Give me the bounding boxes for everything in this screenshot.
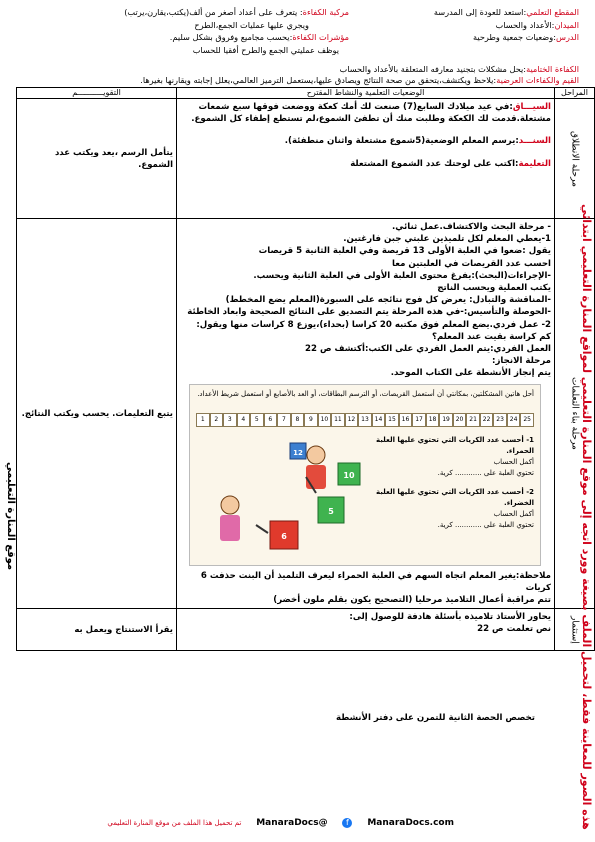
number-cell: 16 xyxy=(399,413,413,427)
invest-line: نص تعلمت ص 22 xyxy=(477,624,551,635)
context-text: :في عيد ميلادك السابع(7) صنعت لك أمك كعكة ووضعت فوقها سبع شمعات مشتعلة.قدمت لك الكعكة وطلبت منك أن تطفئ الشموع،لم تستطع إطفاء كل الشموع. xyxy=(191,102,551,125)
build-line: احسب عدد القريصات في العلبتين معا xyxy=(392,258,551,269)
number-cell: 2 xyxy=(210,413,224,427)
label-unit: المقطع التعلمي xyxy=(526,7,579,17)
number-cell: 20 xyxy=(453,413,467,427)
box-label: 5 xyxy=(328,506,334,516)
phase-launch: مرحلة الانطلاق xyxy=(555,99,595,219)
value-domain: :الأعداد والحساب xyxy=(495,19,555,30)
value-unit: :استعد للعودة إلى المدرسة xyxy=(433,7,527,17)
number-cell: 4 xyxy=(237,413,251,427)
book-q2: 2- أحسب عدد الكريات التي تحتوي عليها العلبة الخضراء. xyxy=(376,487,534,507)
build-line: العمل الفردي:يتم العمل الفردي على الكتب:أكتشف ص 22 xyxy=(305,344,551,355)
number-cell: 10 xyxy=(318,413,332,427)
lesson-table xyxy=(16,87,595,651)
note-line: ملاحظة:يغير المعلم اتجاه السهم في العلبة الحمراء ليعرف التلميذ أن البنت حذفت 6 كريات xyxy=(200,570,551,593)
header-col-lesson xyxy=(379,6,579,44)
value-competence-component-2: ويجري عليها عمليات الجمع،الطرح xyxy=(194,19,309,30)
build-line: يكتب العملية ويحسب الناتج xyxy=(437,283,551,294)
number-cell: 8 xyxy=(291,413,305,427)
build-evaluation: يتبع التعليمات. يحسب ويكتب النتائج. xyxy=(17,219,177,609)
header-evaluation: التقويـــــــــــم xyxy=(17,88,177,99)
book-instruction: أحل هاتين المشكلتين، بمكانتي أن أستعمل القريصات، أو الترسم البطاقات، أو العد بالأصابع أو استعمل شريط الأعداد. xyxy=(197,389,534,398)
number-cell: 18 xyxy=(426,413,440,427)
phase-invest: إستثمار xyxy=(555,609,595,651)
invest-evaluation: يقرأ الاستنتاج ويعمل به xyxy=(17,609,177,651)
value-final-competence: :يحل مشكلات بتجنيد معارفه المتعلقة بالأعداد والحساب xyxy=(339,64,527,74)
value-lesson: :وضعيات جمعية وطرحية xyxy=(472,32,556,42)
number-cell: 19 xyxy=(439,413,453,427)
number-cell: 25 xyxy=(520,413,534,427)
number-cell: 1 xyxy=(196,413,210,427)
header-col-competence xyxy=(99,6,349,56)
context-label: السيـــاق xyxy=(512,102,551,112)
build-line: -الإجراءات(البحث):يفرغ محتوى العلبة الأولى في العلبة الثانية ويحسب. xyxy=(253,270,551,281)
box-label: 12 xyxy=(293,448,303,457)
launch-activities xyxy=(177,99,555,219)
support-label: السنـــد xyxy=(518,136,551,147)
textbook-page-image xyxy=(189,384,541,566)
number-cell: 5 xyxy=(250,413,264,427)
number-cell: 6 xyxy=(264,413,278,427)
note-line: تتم مراقبة أعمال التلاميذ مرحليا (التصحيح يكون بقلم ملون أخضر) xyxy=(273,595,551,606)
header-activities: الوضعيات التعلمية والنشاط المقترح xyxy=(177,88,555,99)
value-competence-component: : يتعرف على أعداد أصغر من ألف(يكتب،يقارن،يرتب) xyxy=(124,7,303,17)
footer-handle[interactable]: @ManaraDocs xyxy=(256,818,328,828)
build-line: - مرحلة البحث والاكتشاف.عمل ثنائي. xyxy=(392,222,551,232)
green-box-bottom xyxy=(318,497,344,523)
value-indicators-2: يوظف عمليتي الجمع والطرح أفقيا للحساب xyxy=(192,44,339,55)
invest-activities xyxy=(177,609,555,651)
watermark-left: موقع المنارة التعليمي xyxy=(5,461,16,570)
build-line: يقول :ضعوا في العلبة الأولى 13 قريصة وفي العلبة الثانية 5 قريصات xyxy=(258,246,551,257)
number-cell: 13 xyxy=(358,413,372,427)
support-text: :يرسم المعلم الوضعية(5شموع مشتعلة واثنان منطفئة). xyxy=(284,136,519,147)
number-cell: 17 xyxy=(412,413,426,427)
book-q2c: تحتوي العلبة على ............ كرية. xyxy=(437,520,534,529)
phase-build: مرحلة بناء التعلمات xyxy=(555,219,595,609)
number-cell: 15 xyxy=(385,413,399,427)
book-q1c: تحتوي العلبة على ............ كرية. xyxy=(437,468,534,477)
label-lesson: الدرس xyxy=(555,32,579,42)
number-cell: 7 xyxy=(277,413,291,427)
closing-note: تخصص الحصة الثانية للتمرن على دفتر الأنشطة xyxy=(335,713,535,723)
competence-block xyxy=(16,64,579,86)
number-cell: 11 xyxy=(331,413,345,427)
build-line: -الحوصلة والتأسيس:-في هذه المرحلة يتم التصديق على النتائج الصحيحة وابعاد الخاطئة xyxy=(187,307,551,318)
build-line: -المناقشة والتبادل: يعرض كل فوج نتائجه على السبورة(المعلم يضع المخطط) xyxy=(225,295,551,306)
box-label: 6 xyxy=(281,531,287,541)
number-cell: 14 xyxy=(372,413,386,427)
label-values: القيم والكفاءات العرضية xyxy=(496,75,579,85)
build-line: 1-يعطي المعلم لكل تلميذين علبتي جبن فارغتين. xyxy=(343,234,551,245)
boxes-illustration xyxy=(198,433,368,561)
red-box-bottom xyxy=(270,521,298,549)
book-q1b: أكمل الحساب xyxy=(493,457,534,466)
build-line: 2- عمل فردي.يضع المعلم فوق مكتبه 20 كراسا (بحداء)،يوزع 8 كراسات منها ويقول: xyxy=(196,319,551,330)
footer xyxy=(60,818,460,834)
book-questions xyxy=(374,435,534,531)
number-cell: 21 xyxy=(466,413,480,427)
label-indicators: مؤشرات الكفاءة xyxy=(292,32,349,42)
label-domain: الميدان xyxy=(554,19,579,30)
header-stages: المراحل xyxy=(555,88,595,99)
invest-line: يحاور الأستاذ تلاميذه بأسئلة هادفة للوصول إلى: xyxy=(349,612,551,623)
number-cell: 9 xyxy=(304,413,318,427)
build-line: كم كراسة بقيت عند المعلم؟ xyxy=(431,331,551,342)
build-line: مرحلة الانجاز: xyxy=(492,356,551,367)
red-box-top xyxy=(290,443,306,459)
green-box-top xyxy=(338,463,360,485)
number-line xyxy=(196,413,534,427)
number-cell: 23 xyxy=(493,413,507,427)
label-final-competence: الكفاءة الختامية xyxy=(526,64,579,74)
instruction-label: التعليمة xyxy=(518,158,551,169)
label-competence-component: مركبة الكفاءة xyxy=(302,7,349,17)
instruction-text: :اكتب على لوحتك عدد الشموع المشتعلة xyxy=(350,158,519,169)
footer-note: تم تحميل هذا الملف من موقع المنارة التعليمي xyxy=(107,819,242,827)
number-cell: 24 xyxy=(507,413,521,427)
girl-figure xyxy=(220,496,240,541)
launch-evaluation: يتأمل الرسم ،يعد ويكتب عدد الشموع. xyxy=(17,99,177,219)
book-q1: 1- أحسب عدد الكريات التي تحتوي عليها العلبة الحمراء. xyxy=(376,435,534,455)
build-activities xyxy=(177,219,555,609)
footer-site[interactable]: ManaraDocs.com xyxy=(367,818,454,828)
number-cell: 22 xyxy=(480,413,494,427)
number-cell: 12 xyxy=(345,413,359,427)
watermark-right: هذه الصور للمعاينة فقط، لتحميل الملف بصيغة وورد اتجه إلى موقع المنارة التعليمي لمواقع المنارة التعليمي ابتدائي xyxy=(580,204,593,830)
value-indicators: :يحسب مجاميع وفروق بشكل سليم. xyxy=(169,32,293,42)
box-label: 10 xyxy=(343,470,355,480)
book-q2b: أكمل الحساب xyxy=(493,509,534,518)
facebook-icon[interactable]: f xyxy=(342,818,352,828)
value-values: :يلاحظ ويكتشف،يتحقق من صحة النتائج ويصادق عليها،يستعمل الترميز العالمي،يعلل إجابته ويقارنها بغيرها. xyxy=(140,75,497,85)
build-line: يتم إنجاز الأنشطة على الكتاب الموحد. xyxy=(390,368,551,379)
number-cell: 3 xyxy=(223,413,237,427)
